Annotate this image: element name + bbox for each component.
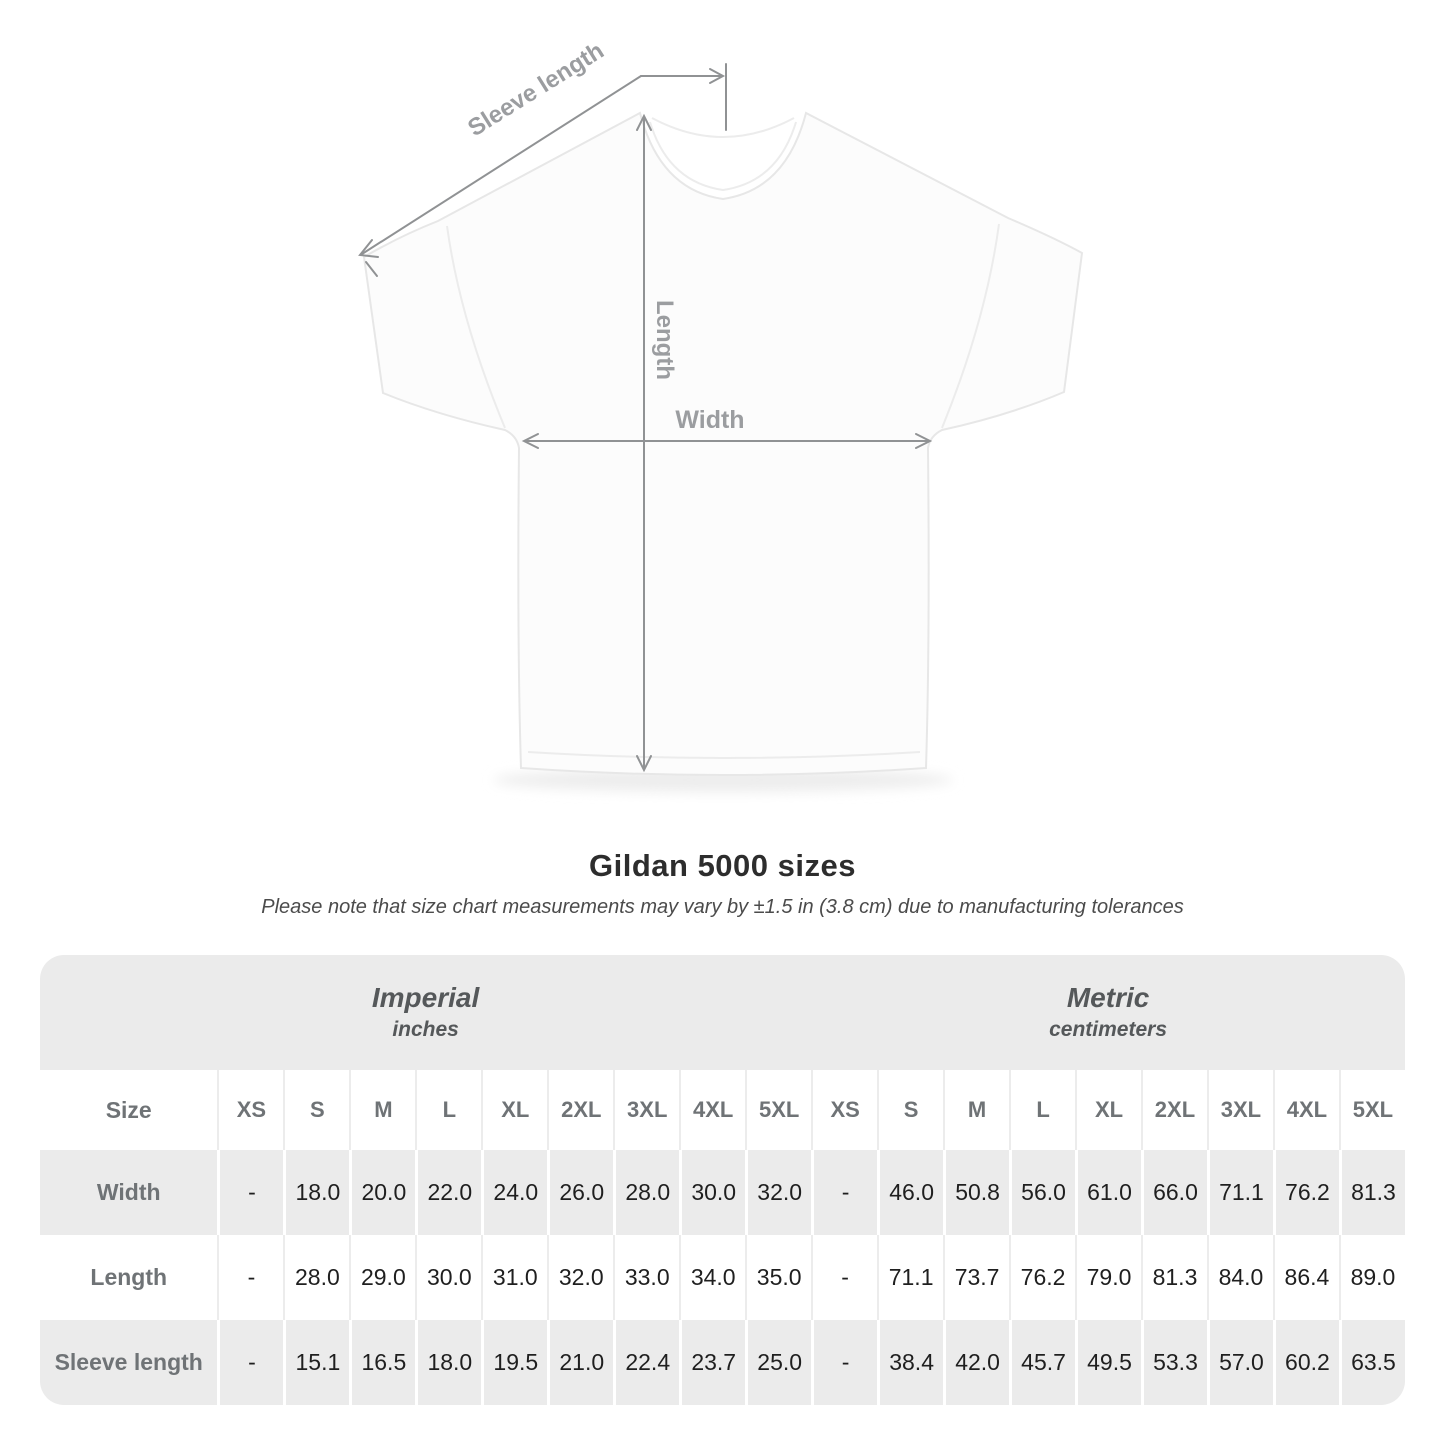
table-cell: 61.0 [1075, 1150, 1141, 1235]
table-cell: 46.0 [877, 1150, 943, 1235]
size-col-header: M [943, 1070, 1009, 1150]
table-cell: 28.0 [613, 1150, 679, 1235]
table-cell: 76.2 [1009, 1235, 1075, 1320]
table-cell: 26.0 [547, 1150, 613, 1235]
size-table-grid [40, 955, 1405, 1405]
table-cell: - [811, 1320, 877, 1405]
size-col-header: XS [811, 1070, 877, 1150]
table-cell: 18.0 [415, 1320, 481, 1405]
table-cell: 84.0 [1207, 1235, 1273, 1320]
size-col-header: L [1009, 1070, 1075, 1150]
table-cell: 81.3 [1141, 1235, 1207, 1320]
size-col-header: 2XL [547, 1070, 613, 1150]
table-cell: 79.0 [1075, 1235, 1141, 1320]
table-cell: - [217, 1235, 283, 1320]
page-title: Gildan 5000 sizes [589, 848, 856, 883]
metric-unit: centimeters [1049, 1018, 1168, 1042]
size-col-header: 4XL [1273, 1070, 1339, 1150]
tshirt-graphic [364, 113, 1082, 775]
table-cell: 53.3 [1141, 1320, 1207, 1405]
table-cell: 38.4 [877, 1320, 943, 1405]
table-cell: 42.0 [943, 1320, 1009, 1405]
table-cell: 16.5 [349, 1320, 415, 1405]
table-cell: 33.0 [613, 1235, 679, 1320]
table-cell: 32.0 [547, 1235, 613, 1320]
sleeve-length-label: Sleeve length [463, 37, 609, 143]
length-label: Length [651, 300, 678, 380]
table-cell: 23.7 [679, 1320, 745, 1405]
size-col-header: 3XL [613, 1070, 679, 1150]
table-cell: 24.0 [481, 1150, 547, 1235]
metric-label: Metric [1066, 982, 1150, 1014]
unit-group-row [40, 955, 1405, 1070]
size-col-header: 5XL [745, 1070, 811, 1150]
tshirt-back-collar [652, 118, 794, 137]
metric-group-header [811, 955, 1405, 1070]
table-cell: 22.4 [613, 1320, 679, 1405]
table-cell: 81.3 [1339, 1150, 1405, 1235]
length-row-label: Length [40, 1235, 217, 1320]
table-cell: - [811, 1235, 877, 1320]
table-cell: 22.0 [415, 1150, 481, 1235]
table-cell: 15.1 [283, 1320, 349, 1405]
table-cell: 71.1 [1207, 1150, 1273, 1235]
size-table [40, 955, 1405, 1405]
table-cell: - [217, 1320, 283, 1405]
size-col-header: M [349, 1070, 415, 1150]
size-col-header: 2XL [1141, 1070, 1207, 1150]
table-cell: 45.7 [1009, 1320, 1075, 1405]
table-cell: 30.0 [415, 1235, 481, 1320]
table-cell: 35.0 [745, 1235, 811, 1320]
table-cell: 18.0 [283, 1150, 349, 1235]
size-col-header: 4XL [679, 1070, 745, 1150]
table-cell: 89.0 [1339, 1235, 1405, 1320]
length-row [40, 1235, 1405, 1320]
table-cell: 76.2 [1273, 1150, 1339, 1235]
size-col-header: L [415, 1070, 481, 1150]
imperial-unit: inches [392, 1018, 459, 1042]
table-cell: 56.0 [1009, 1150, 1075, 1235]
size-col-header: 3XL [1207, 1070, 1273, 1150]
table-cell: - [811, 1150, 877, 1235]
table-cell: 86.4 [1273, 1235, 1339, 1320]
table-cell: 31.0 [481, 1235, 547, 1320]
table-cell: 28.0 [283, 1235, 349, 1320]
table-cell: - [217, 1150, 283, 1235]
table-cell: 19.5 [481, 1320, 547, 1405]
table-cell: 25.0 [745, 1320, 811, 1405]
table-cell: 49.5 [1075, 1320, 1141, 1405]
sleeve-length-row-label: Sleeve length [40, 1320, 217, 1405]
table-cell: 20.0 [349, 1150, 415, 1235]
size-col-header: 5XL [1339, 1070, 1405, 1150]
width-row [40, 1150, 1405, 1235]
table-cell: 63.5 [1339, 1320, 1405, 1405]
size-row-label: Size [40, 1070, 217, 1150]
table-cell: 32.0 [745, 1150, 811, 1235]
table-cell: 50.8 [943, 1150, 1009, 1235]
table-cell: 21.0 [547, 1320, 613, 1405]
table-cell: 71.1 [877, 1235, 943, 1320]
table-cell: 30.0 [679, 1150, 745, 1235]
table-cell: 60.2 [1273, 1320, 1339, 1405]
size-col-header: S [877, 1070, 943, 1150]
table-cell: 73.7 [943, 1235, 1009, 1320]
imperial-group-header [40, 955, 811, 1070]
table-cell: 57.0 [1207, 1320, 1273, 1405]
table-cell: 29.0 [349, 1235, 415, 1320]
imperial-label: Imperial [371, 982, 480, 1014]
size-col-header: S [283, 1070, 349, 1150]
size-col-header: XL [1075, 1070, 1141, 1150]
table-cell: 34.0 [679, 1235, 745, 1320]
tolerance-note: Please note that size chart measurements may vary by ±1.5 in (3.8 cm) due to manufacturing tolerances [261, 896, 1184, 918]
width-row-label: Width [40, 1150, 217, 1235]
size-header-row [40, 1070, 1405, 1150]
table-cell: 66.0 [1141, 1150, 1207, 1235]
size-col-header: XS [217, 1070, 283, 1150]
sleeve-length-row [40, 1320, 1405, 1405]
width-label: Width [675, 406, 745, 434]
size-col-header: XL [481, 1070, 547, 1150]
